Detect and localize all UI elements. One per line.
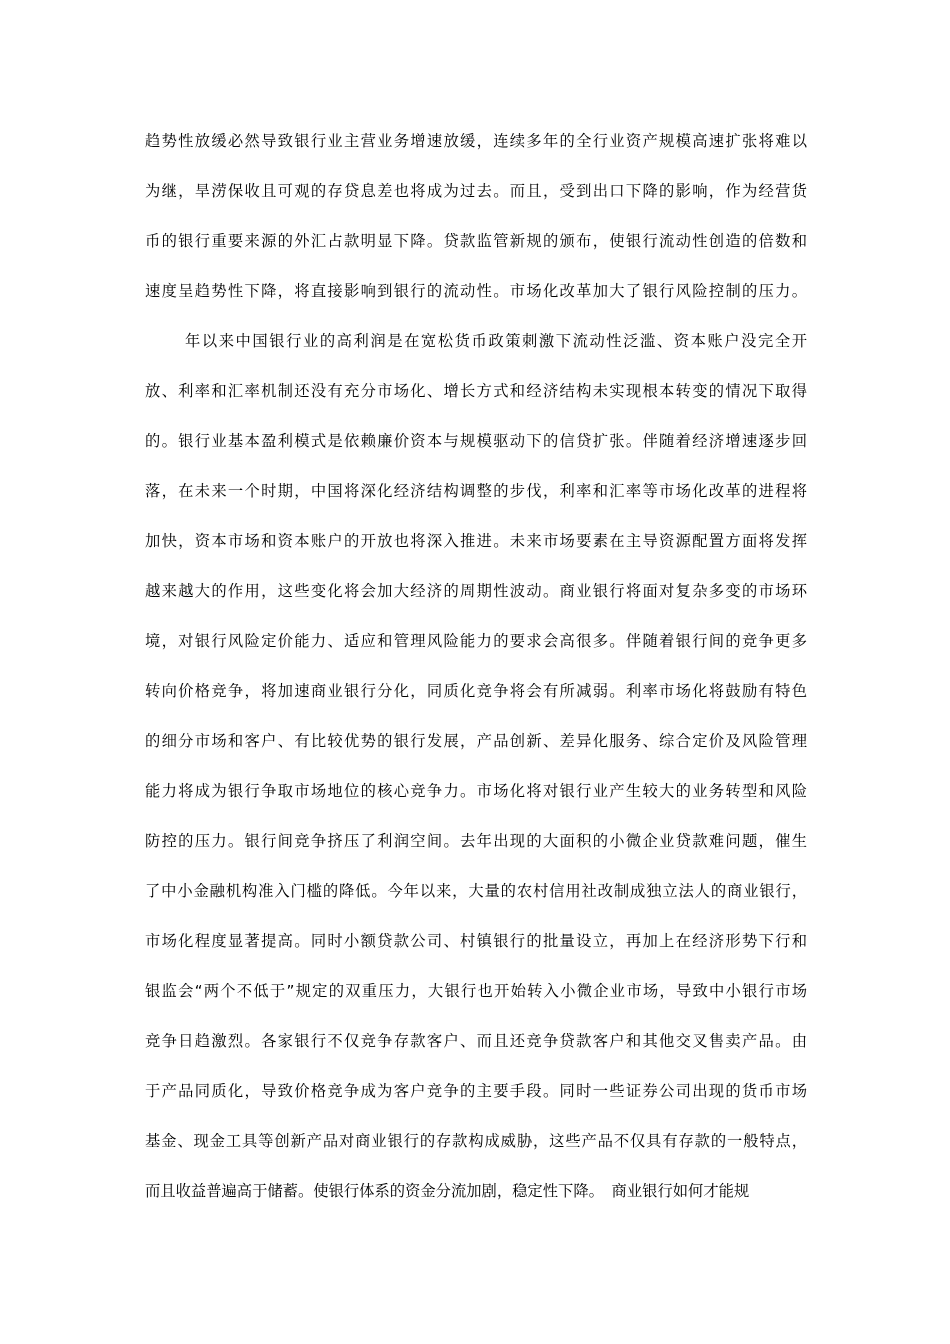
body-text-line: 为继，旱涝保收且可观的存贷息差也将成为过去。而且，受到出口下降的影响，作为经营货	[145, 182, 807, 200]
body-text-line: 落，在未来一个时期，中国将深化经济结构调整的步伐，利率和汇率等市场化改革的进程将	[145, 482, 807, 500]
body-text-line: 币的银行重要来源的外汇占款明显下降。贷款监管新规的颁布，使银行流动性创造的倍数和	[145, 232, 807, 250]
body-text-line: 的。银行业基本盈利模式是依赖廉价资本与规模驱动下的信贷扩张。伴随着经济增速逐步回	[145, 432, 807, 450]
body-text-line: 越来越大的作用，这些变化将会加大经济的周期性波动。商业银行将面对复杂多变的市场环	[145, 582, 807, 600]
body-text-line: 市场化程度显著提高。同时小额贷款公司、村镇银行的批量设立，再加上在经济形势下行和	[145, 932, 807, 950]
body-text-line: 防控的压力。银行间竞争挤压了利润空间。去年出现的大面积的小微企业贷款难问题，催生	[145, 832, 807, 850]
body-text-line: 速度呈趋势性下降，将直接影响到银行的流动性。市场化改革加大了银行风险控制的压力。	[145, 282, 807, 300]
body-text-line: 能力将成为银行争取市场地位的核心竞争力。市场化将对银行业产生较大的业务转型和风险	[145, 782, 807, 800]
body-text-line: 而且收益普遍高于储蓄。使银行体系的资金分流加剧，稳定性下降。 商业银行如何才能规	[145, 1182, 750, 1200]
body-text-line: 的细分市场和客户、有比较优势的银行发展，产品创新、差异化服务、综合定价及风险管理	[145, 732, 807, 750]
body-text-line: 转向价格竞争，将加速商业银行分化，同质化竞争将会有所减弱。利率市场化将鼓励有特色	[145, 682, 807, 700]
paragraph-start-line: 年以来中国银行业的高利润是在宽松货币政策刺激下流动性泛滥、资本账户没完全开	[185, 332, 807, 350]
body-text-line: 银监会“两个不低于”规定的双重压力，大银行也开始转入小微企业市场，导致中小银行市场	[145, 982, 807, 1000]
body-text-line: 基金、现金工具等创新产品对商业银行的存款构成威胁，这些产品不仅具有存款的一般特点，	[145, 1132, 807, 1150]
body-text-line: 境，对银行风险定价能力、适应和管理风险能力的要求会高很多。伴随着银行间的竞争更多	[145, 632, 807, 650]
body-text-line: 放、利率和汇率机制还没有充分市场化、增长方式和经济结构未实现根本转变的情况下取得	[145, 382, 807, 400]
body-text-line: 了中小金融机构准入门槛的降低。今年以来，大量的农村信用社改制成独立法人的商业银行，	[145, 882, 807, 900]
body-text-line: 竞争日趋激烈。各家银行不仅竞争存款客户、而且还竞争贷款客户和其他交叉售卖产品。由	[145, 1032, 807, 1050]
body-text-line: 趋势性放缓必然导致银行业主营业务增速放缓，连续多年的全行业资产规模高速扩张将难以	[145, 132, 807, 150]
body-text-line: 于产品同质化，导致价格竞争成为客户竞争的主要手段。同时一些证券公司出现的货币市场	[145, 1082, 807, 1100]
body-text-line: 加快，资本市场和资本账户的开放也将深入推进。未来市场要素在主导资源配置方面将发挥	[145, 532, 807, 550]
